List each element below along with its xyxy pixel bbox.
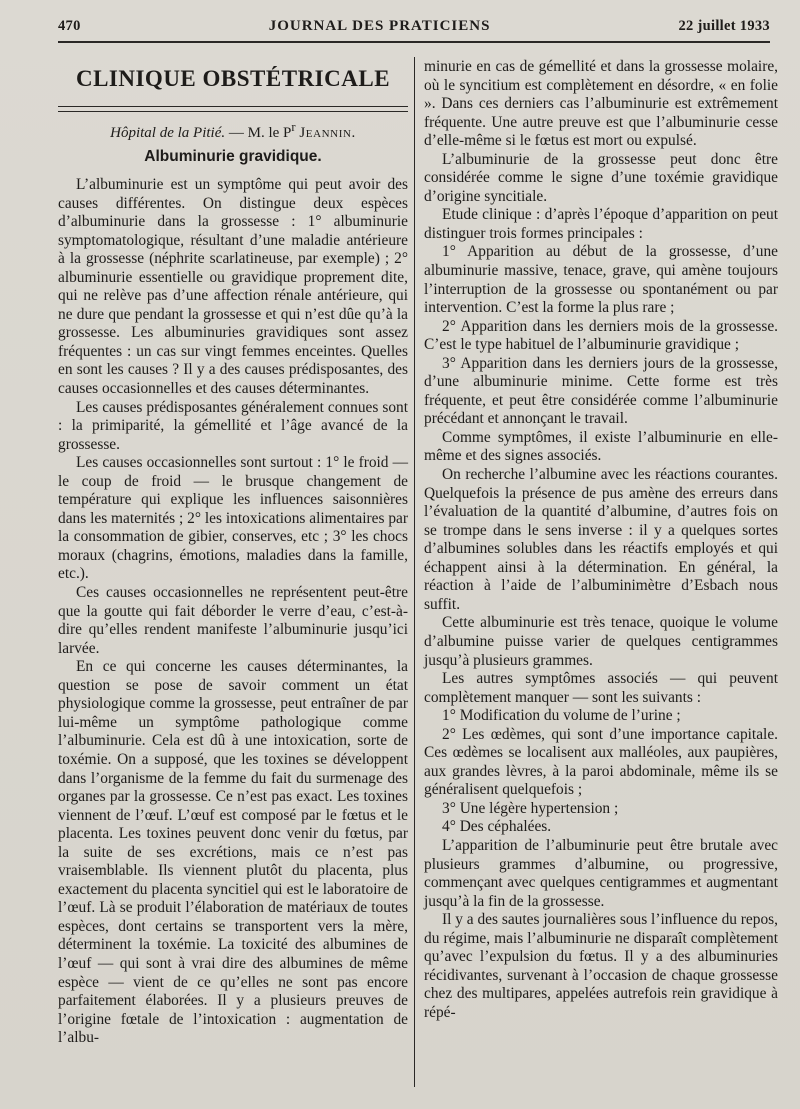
- paragraph: L’albuminurie est un symptôme qui peut avoir des causes différentes. On distingue deux espèces d’albuminurie dans la grossesse : 1° albuminurie symptomatologique, résultant d’une maladie antérieure à la grossesse (néphrite scarlatineuse, par exemple) ; 2° albuminurie essentielle ou gravidique proprement dite, qui ne relève pas d’une affection rénale antérieure, qui ne dure que pendant la grossesse et qui n’est dûe qu’à la grossesse. Les albuminuries gravidiques sont assez fréquentes : un cas sur vingt femmes enceintes. Quelles en sont les causes ? Il y a des causes prédisposantes, des causes occasionnelles et des causes déterminantes.: [58, 176, 408, 398]
- paragraph: En ce qui concerne les causes déterminantes, la question se pose de savoir comment un état physiologique comme la grossesse, peut entraîner de par lui-même un symptôme pathologique comme l’albuminurie. Cela est dû à une intoxication, sorte de toxémie. On a supposé, que les toxines se développent dans l’organisme de la femme du fait du surmenage des organes par la grossesse. Ce n’est pas exact. Les toxines viennent de l’œuf. L’œuf est composé par le fœtus et le placenta. Les toxines peuvent donc venir du fœtus, par la suite de ses excrétions, mais ce n’est pas vraisemblable. Ils viennent plutôt du placenta, plus exactement du placenta syncitiel qui est le laboratoire de l’œuf. Là se produit l’élaboration de matériaux de toutes espèces, dont certains se transportent vers la mère, déterminent la toxémie. La toxicité des albumines de l’œuf — qui sont à vrai dire des albumines de même espèce — vient de ce qu’elles ne sont pas encore parfaitement élaborées. Il y a plusieurs preuves de l’origine fœtale de l’intoxication : augmentation de l’albu-: [58, 658, 408, 1047]
- header-rule: [58, 41, 770, 43]
- paragraph: Il y a des sautes journalières sous l’influence du repos, du régime, mais l’albuminurie ne disparaît complètement qu’avec l’expulsion du fœtus. Il y a des albuminuries récidivantes, survenant à l’occasion de chaque grossesse chez des multipares, appelées autrefois rein gravidique à répé-: [424, 911, 778, 1021]
- paragraph: 1° Modification du volume de l’urine ;: [442, 707, 681, 725]
- paragraph: L’apparition de l’albuminurie peut être brutale avec plusieurs grammes d’albumine, ou progressive, commençant avec quelques centigrammes et augmentant jusqu’à la fin de la grossesse.: [424, 836, 778, 910]
- paragraph: Comme symptômes, il existe l’albuminurie en elle-même et des signes associés.: [424, 428, 778, 465]
- paragraph: Les autres symptômes associés — qui peuvent complètement manquer — sont les suivants :: [424, 670, 778, 706]
- paragraph: 2° Apparition dans les derniers mois de la grossesse. C’est le type habituel de l’albuminurie gravidique ;: [424, 317, 778, 354]
- issue-date: 22 juillet 1933: [678, 18, 770, 34]
- left-body-text: [58, 176, 408, 1048]
- right-body-text: [424, 58, 778, 1022]
- paragraph: Les causes occasionnelles sont surtout : 1° le froid — le coup de froid — le brusque changement de température qui explique les influences saisonnières dans les maternités ; 2° les intoxications alimentaires par la consommation de gibier, conserves, etc ; 3° les chocs moraux (chagrins, émotions, maladies dans la famille, etc.).: [58, 454, 408, 583]
- paragraph: Etude clinique : d’après l’époque d’apparition on peut distinguer trois formes principales :: [424, 206, 778, 242]
- section-title-rule: [58, 107, 408, 112]
- paragraph: On recherche l’albumine avec les réactions courantes. Quelquefois la présence de pus amène des erreurs dans l’évaluation de la quantité d’albumine, d’autres fois on se trompe dans le sens inverse : il y a quelques sortes d’albumines solubles dans les réactifs employés et qui échappent ainsi à la détermination. En général, la réaction à l’aide de l’albuminimètre d’Esbach nous suffit.: [424, 466, 778, 613]
- paragraph: 2° Les œdèmes, qui sont d’une importance capitale. Ces œdèmes se localisent aux malléoles, aux paupières, aux grandes lèvres, à la paroi abdominale, même ils se généralisent quelquefois ;: [424, 725, 778, 799]
- byline-superscript: r: [291, 120, 296, 134]
- paragraph: 3° Une légère hypertension ;: [442, 799, 619, 817]
- paragraph: L’albuminurie de la grossesse peut donc être considérée comme le signe d’une toxémie gravidique d’origine syncitiale.: [424, 150, 778, 205]
- column-divider: [414, 57, 415, 1087]
- paragraph: minurie en cas de gémellité et dans la grossesse molaire, où le syncitium est complètement en désordre, « en folie ». Dans ces derniers cas l’albuminurie est extrêmement fréquente. Une autre preuve est que l’albuminurie cesse d’elle-même si le fœtus est mort ou expulsé.: [424, 58, 778, 150]
- byline-connector: — M. le P: [225, 125, 292, 141]
- page-header: [58, 18, 770, 42]
- article-subtitle: Albuminurie gravidique.: [144, 148, 322, 165]
- hospital-name: Hôpital de la Pitié.: [110, 125, 226, 141]
- paragraph: 1° Apparition au début de la grossesse, d’une albuminurie massive, tenace, grave, qui amène toujours l’interruption de la grossesse ou spontanément ou par intervention. C’est la forme la plus rare ;: [424, 243, 778, 317]
- paragraph: Ces causes occasionnelles ne représentent peut-être que la goutte qui fait déborder le verre d’eau, c’est-à-dire qu’elles rendent manifeste l’albuminurie jusqu’ici larvée.: [58, 584, 408, 657]
- paragraph: 3° Apparition dans les derniers jours de la grossesse, d’une albuminurie minime. Cette forme est très fréquente, et peut être considérée comme l’albuminurie précédant et annonçant le travail.: [424, 354, 778, 428]
- article-byline: [58, 120, 408, 142]
- left-column: [58, 58, 408, 1048]
- right-column: [424, 58, 778, 1022]
- section-title: CLINIQUE OBSTÉTRICALE: [58, 64, 408, 107]
- page-number: 470: [58, 18, 81, 34]
- paragraph: 4° Des céphalées.: [442, 818, 552, 836]
- paragraph: Cette albuminurie est très tenace, quoique le volume d’albumine puisse varier de quelques centigrammes jusqu’à plusieurs grammes.: [424, 614, 778, 669]
- journal-title: JOURNAL DES PRATICIENS: [268, 18, 491, 34]
- paragraph: Les causes prédisposantes généralement connues sont : la primiparité, la gémellité et l’âge avancé de la grossesse.: [58, 398, 408, 453]
- author-name: Jeannin.: [299, 125, 356, 141]
